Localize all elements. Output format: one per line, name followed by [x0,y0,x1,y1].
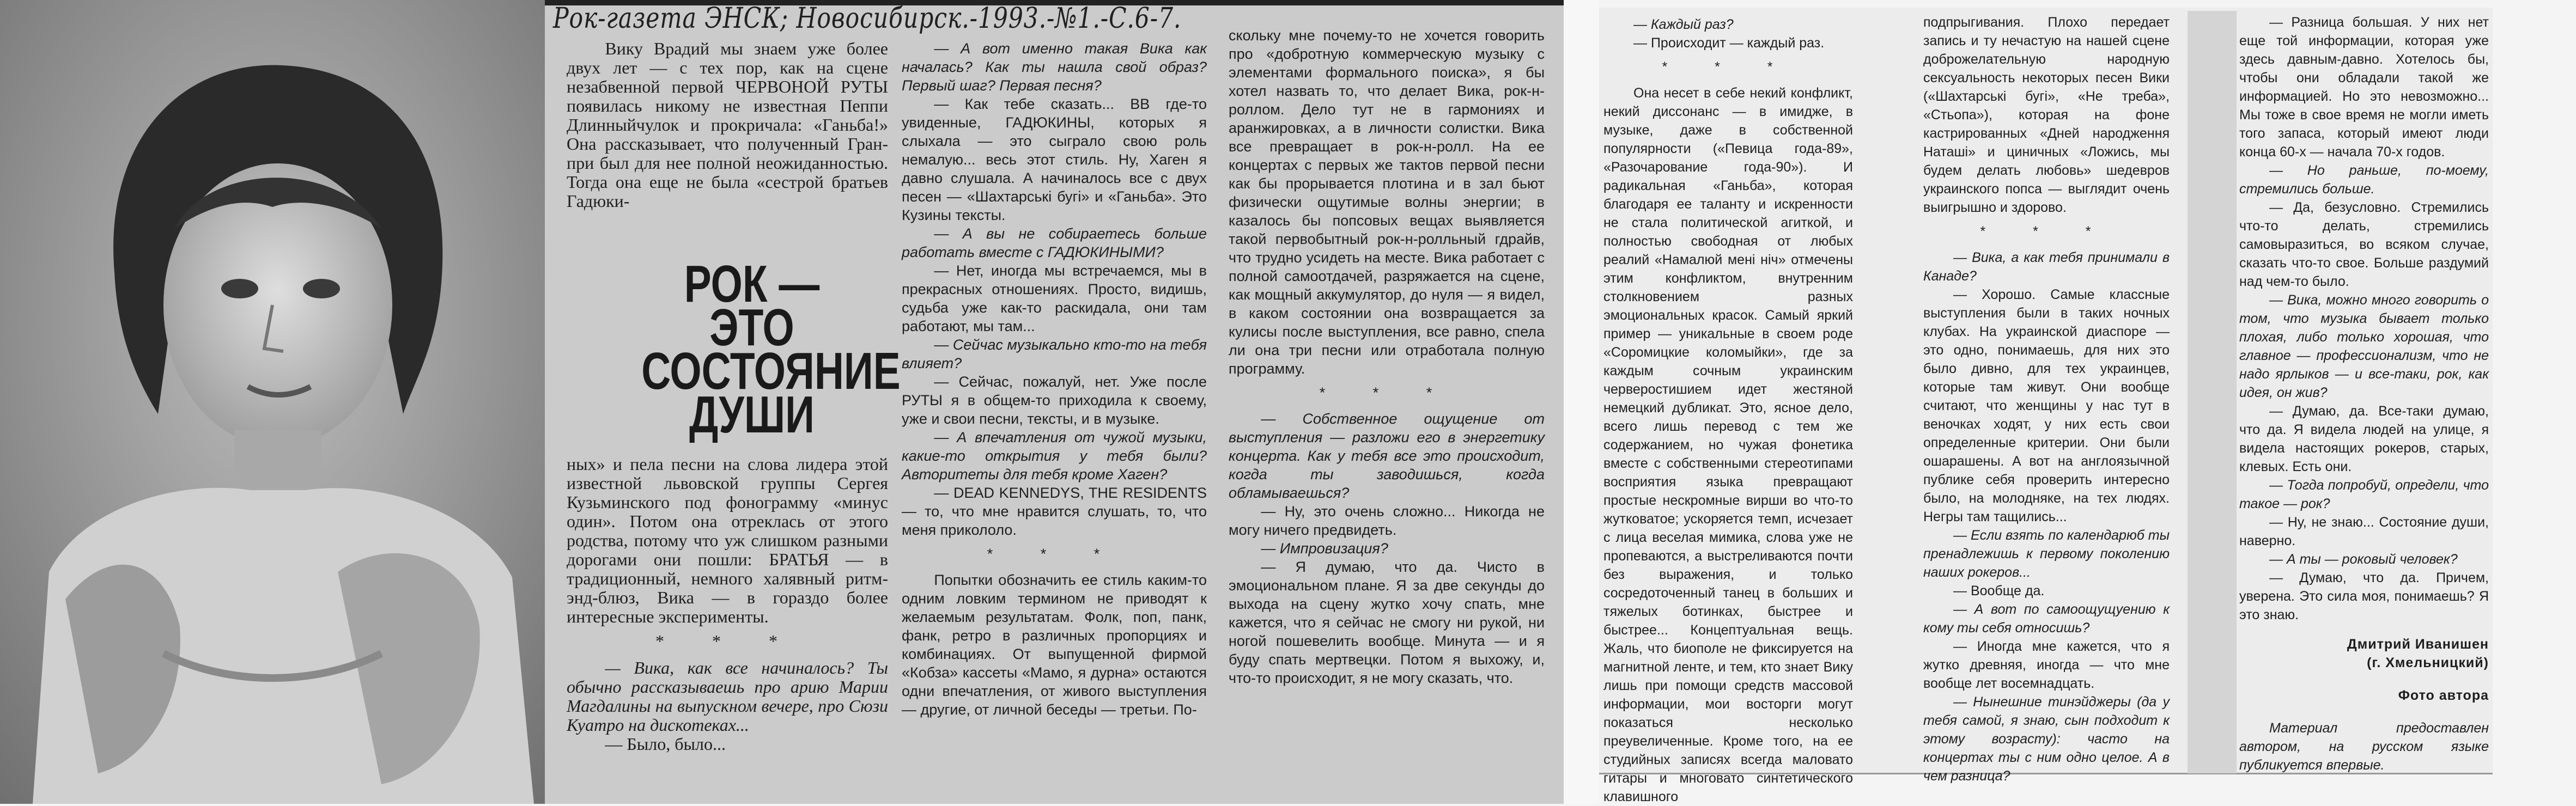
column-3 [1229,26,1545,687]
handwritten-source-note: Рок-газета ЭНСК; Новосибирск.-1993.-№1.-С.6-7. [553,2,1182,35]
interview-question: — А вы не собираетесь больше работать вместе с ГАДЮКИНЫМИ? [902,225,1207,260]
column-4 [1603,15,1853,806]
interview-answer: — Да, безусловно. Стремились что-то делать, стремились самовыразиться, во всяком случае, сказать что-то свое. Больше раздумий над чем-то было. [2239,200,2489,289]
paragraph: Вику Врадий мы знаем уже более двух лет — с тех пор, как на сцене незабвенной первой ЧЕРВОНОЙ РУТЫ появилась никому не известная Пеппи Длинныйчулок и прокричала: «Ганьба!» Она рассказывает, что полученный Гран-при был для нее полной неожиданностью. Тогда она еще не была «сестрой братьев Гадюки- [567,39,888,211]
section-separator: * * * [1662,59,1795,75]
interview-answer: — Было, было... [605,734,726,754]
editorial-note: Материал предоставлен автором, на русском языке публикуется впервые. [2239,720,2489,773]
headline-line: СОСТОЯНИЕ [641,342,901,400]
interview-answer: — Думаю, да. Все-таки думаю, что да. Я видела людей на улице, я видела настоящих рокеров, старых, клевых. Есть они. [2239,404,2489,474]
section-separator: * * * [987,546,1122,562]
interview-question: — Собственное ощущение от выступления — разложи его в энергетику концерта. Как у тебя все это происходит, когда ты заводишься, когда обламываешься? [1229,411,1545,501]
section-separator: * * * [655,631,799,651]
interview-question: — Вика, можно много говорить о том, что музыка бывает только плохая, либо только хорошая, что главное — профессионализм, что не надо ярлыков — и все-таки, рок, как идея, он жив? [2239,292,2489,400]
photo-credit: Фото автора [2398,688,2489,703]
interview-question: — Но раньше, по-моему, стремились больше. [2239,163,2489,197]
column-1-continued [567,455,888,754]
section-separator: * * * [1319,384,1454,401]
interview-answer: — Ну, не знаю... Состояние души, наверно. [2239,515,2489,548]
paragraph-continued: подпрыгивания. Плохо передает запись и ту нечастую на нашей сцене доброжелательную народную сексуальность некоторых песен Вики («Шахтарські бугі», «Не треба», «Стьопа»), которая на фоне кастрированных «Дней народження Наташі» и циничных «Ложись, мы будем делать любовь» шедевров украинского попса — выглядит очень выигрышно и здорово. [1923,15,2170,215]
interview-question: — Импровизация? [1261,540,1388,557]
portrait-photo [0,0,545,804]
interview-answer: — Иногда мне кажется, что я жутко древняя, иногда — что мне вообще лет восемнадцать. [1923,639,2170,691]
interview-question: — А впечатления от чужой музыки, какие-то открытия у тебя были? Авторитеты для тебя кроме Хаген? [902,429,1207,483]
interview-question: — Сейчас музыкально кто-то на тебя влияет? [902,337,1207,371]
article-headline [610,255,901,444]
interview-answer: — Вообще да. [1953,583,2045,599]
interview-answer: — Думаю, что да. Причем, уверена. Это сила моя, понимаешь? Я это знаю. [2239,570,2489,622]
interview-answer: — Разница большая. У них нет еще той информации, которая уже здесь давным-давно. Хотелось бы, чтобы они обладали такой же информацией. Но это невозможно... Мы тоже в свое время не могли иметь того запаса, который имеют люди конца 60-х — начала 70-х годов. [2239,15,2489,160]
paragraph: Попытки обозначить ее стиль каким-то одним ловким термином не приводят к желаемым результатам. Фолк, поп, панк, фанк, ретро в различных пропорциях и комбинациях. От выпущенной фирмой «Кобза» кассеты «Мамо, я дурна» остаются одни впечатления, от живого выступления — другие, от личной беседы — третьи. По- [902,572,1207,718]
column-2 [902,39,1207,719]
author-signature: Дмитрий Иванишен [2347,637,2489,652]
interview-question: — Тогда попробуй, определи, что такое — рок? [2239,478,2489,511]
interview-answer: — Нет, иногда мы встречаемся, мы в прекрасных отношениях. Просто, видишь, судьба уже как-то раскидала, они там работают, мы там... [902,262,1207,334]
interview-answer: — Происходит — каждый раз. [1633,35,1825,51]
headline-line: РОК — [684,255,820,313]
interview-question: — Нынешние тинэйджеры (да у тебя самой, я знаю, сын подходит к этому возрасту): часто на концертах ты с ним одно целое. А в чем разница? [1923,694,2170,784]
column-5 [1923,13,2170,785]
interview-answer: — DEAD KENNEDYS, THE RESIDENTS — то, что мне нравится слушать, то, что меня прикололо. [902,485,1207,538]
interview-question: — Вика, как все начиналось? Ты обычно рассказываешь про арию Марии Магдалины на выпускном вечере, про Сюзи Куатро на дискотеках... [567,658,888,735]
interview-question: — Если взять по календарюб ты пренадлежишь к первому поколению наших рокеров... [1923,528,2170,580]
column-6 [2239,13,2489,774]
paragraph-continued: ных» и пела песни на слова лидера этой известной львовской группы Сергея Кузьминского под фонограмму «минус один». Потом она отреклась от этого родства, потому что уж слишком разными дорогами они пошли: БРАТЬЯ — в традиционный, немного халявный ритм-энд-блюз, Вика — в гораздо более интересные эксперименты. [567,454,888,626]
interview-question: — Каждый раз? [1633,17,1734,32]
paragraph: Она несет в себе некий конфликт, некий диссонанс — в имидже, в музыке, даже в собственной популярности («Певица года-89», «Разочарование года-90»). И радикальная «Ганьба», которая благодаря ее таланту и искренности не стала политической агиткой, и полностью свободная от любых реалий «Намалюй мені ніч» отмечены этим конфликтом, внутренним столкновением разных эмоциональных красок. Самый яркий пример — уникальные в своем роде «Соромицкие коломыйки», где за каждым сочным украинским черверостишием идет жестяной немецкий дубликат. Это, ясное дело, всего лишь перевод с тем же содержанием, но чужая фонетика вместе с собственными стереотипами восприятия языка превращают простые нескромные вирши во что-то жутковатое; ускоряется темп, исчезает с лица веселая мимика, слова уже не пропеваются, а выстреливаются почти без выражения, и только сосредоточенный танец в больших и тяжелых ботинках, быстрее и быстрее... Концептуальная вещь. Жаль, что биополе не фиксируется на магнитной ленте, и тем, кто знает Вику лишь при помощи средств массовой информации, мои восторги могут показаться несколько преувеличенные. Кроме того, на ее студийных записях всегда маловато гитары и многовато синтетического клавишного [1603,86,1853,804]
headline-line: ЭТО [709,298,794,357]
section-separator: * * * [1980,224,2113,239]
interview-answer: — Как тебе сказать... ВВ где-то увиденные, ГАДЮКИНЫ, которых я слыхала — это сыграло свою роль немалую... весь этот стиль. Ну, Хаген я давно слушала. А начиналось все с двух песен — «Шахтарські бугі» и «Ганьба». Это Кузины тексты. [902,96,1207,223]
interview-question: — А вот по самоощущуению к кому ты себя относишь? [1923,602,2170,636]
interview-question: — А ты — роковый человек? [2269,552,2458,567]
interview-question: — А вот именно такая Вика как началась? Как ты нашла свой образ? Первый шаг? Первая песня? [902,40,1207,94]
column-shadow-band [2188,11,2237,773]
column-1-intro [567,39,888,211]
author-location: (г. Хмельницкий) [2367,655,2489,670]
interview-question: — Вика, а как тебя принимали в Канаде? [1923,250,2170,284]
interview-answer: — Ну, это очень сложно... Никогда не могу ничего предвидеть. [1229,503,1545,538]
interview-answer: — Я думаю, что да. Чисто в эмоциональном плане. Я за две секунды до выхода на сцену жутко хочу спать, мне кажется, что я сейчас не смогу ни рукой, ни ногой пошевелить вообще. Минута — и я буду спать мертвецки. Потом я выхожу, и, что-то происходит, я не могу сказать, что. [1229,559,1545,686]
interview-answer: — Хорошо. Самые классные выступления были в таких ночных клубах. На украинской диаспоре — это одно, понимаешь, для них это было дивно, для тех украинцев, которые там живут. Они вообще считают, что женщины у нас тут в веночках ходят, у них есть свои определенные критерии. Они были ошарашены. А вот на англоязычной публике себя проверить интересно было, на молодняке, на тех людях. Негры там тащились... [1923,287,2170,524]
headline-line: ДУШИ [689,386,815,444]
page-gap [1564,0,1599,804]
paragraph-continued: скольку мне почему-то не хочется говорить про «добротную коммерческую музыку с элементами формального поиска», я бы хотел назвать то, что делает Вика, рок-н-роллом. Дело тут не в гармониях и аранжировках, а в личности солистки. Вика все превращает в рок-н-ролл. На ее концертах с первых же тактов первой песни как бы прорывается плотина и в зал бьют физически ощутимые волны энергии; в казалось бы попсовых вещах выявляется такой первобытный рок-н-ролльный гдрайв, что трудно усидеть на месте. Вика работает с полной самоотдачей, разряжается на сцене, как мощный аккумулятор, до нуля — я видел, в каком состоянии она возвращается за кулисы после выступления, все равно, спела ли она три песни или отработала полную программу. [1229,27,1545,377]
interview-answer: — Сейчас, пожалуй, нет. Уже после РУТЫ я в общем-то приходила к своему, уже и свои песни, тексты, и в музыке. [902,374,1207,427]
